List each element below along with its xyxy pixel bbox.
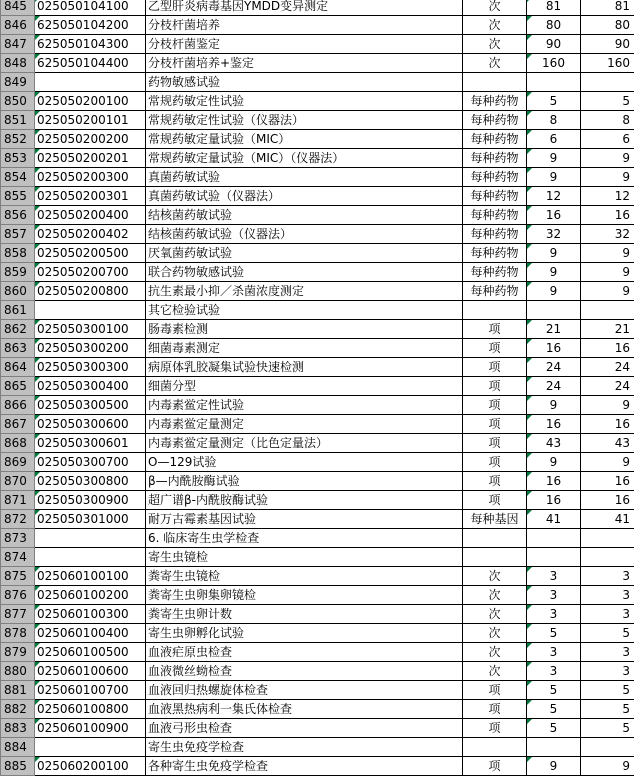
table-row (1, 434, 634, 453)
cell-code[interactable]: 025060100600 (35, 662, 146, 681)
table-row (1, 149, 634, 168)
cell-item-name[interactable]: 寄生虫免疫学检查 (146, 738, 463, 757)
table-row (1, 320, 634, 339)
cell-item-name[interactable]: 粪寄生虫镜检 (146, 567, 463, 586)
table-row (1, 738, 634, 757)
cell-unit[interactable]: 每种基因 (463, 510, 527, 529)
cell-unit[interactable]: 项 (463, 358, 527, 377)
cell-unit[interactable]: 次 (463, 624, 527, 643)
cell-unit[interactable]: 项 (463, 681, 527, 700)
table-body (1, 0, 634, 776)
table-row (1, 130, 634, 149)
cell-item-name[interactable]: 肠毒素检测 (146, 320, 463, 339)
row-header[interactable]: 854 (1, 168, 35, 187)
cell-price-1[interactable]: 160 (527, 54, 581, 73)
row-header[interactable]: 850 (1, 92, 35, 111)
table-row (1, 605, 634, 624)
row-header[interactable]: 883 (1, 719, 35, 738)
row-header[interactable]: 849 (1, 73, 35, 92)
cell-item-name[interactable]: 其它检验试验 (146, 301, 463, 320)
cell-unit[interactable]: 每种药物 (463, 244, 527, 263)
cell-unit[interactable] (463, 73, 527, 92)
cell-unit[interactable]: 次 (463, 0, 527, 16)
cell-item-name[interactable]: 粪寄生虫卵计数 (146, 605, 463, 624)
cell-code[interactable]: 025050301000 (35, 510, 146, 529)
cell-price-1[interactable]: 12 (527, 187, 581, 206)
cell-unit[interactable]: 每种药物 (463, 168, 527, 187)
cell-price-2[interactable]: 5 (581, 700, 634, 719)
cell-price-2[interactable]: 3 (581, 567, 634, 586)
cell-price-1[interactable]: 9 (527, 263, 581, 282)
cell-unit[interactable]: 每种药物 (463, 282, 527, 301)
cell-price-2[interactable]: 9 (581, 396, 634, 415)
cell-unit[interactable] (463, 548, 527, 567)
cell-code[interactable]: 025050200300 (35, 168, 146, 187)
cell-price-1[interactable]: 80 (527, 16, 581, 35)
cell-code[interactable]: 025050200500 (35, 244, 146, 263)
cell-item-name[interactable]: 血液微丝蚴检查 (146, 662, 463, 681)
cell-unit[interactable]: 次 (463, 643, 527, 662)
cell-unit[interactable]: 项 (463, 415, 527, 434)
cell-price-1[interactable]: 9 (527, 396, 581, 415)
row-header[interactable]: 853 (1, 149, 35, 168)
table-row (1, 377, 634, 396)
table-row (1, 643, 634, 662)
cell-unit[interactable]: 次 (463, 54, 527, 73)
cell-price-2[interactable]: 5 (581, 624, 634, 643)
cell-unit[interactable]: 每种药物 (463, 263, 527, 282)
row-header[interactable]: 874 (1, 548, 35, 567)
cell-unit[interactable]: 每种药物 (463, 92, 527, 111)
cell-code[interactable] (35, 529, 146, 548)
cell-unit[interactable]: 项 (463, 377, 527, 396)
table-row (1, 54, 634, 73)
cell-unit[interactable] (463, 301, 527, 320)
table-row (1, 111, 634, 130)
cell-price-1[interactable]: 5 (527, 92, 581, 111)
cell-item-name[interactable]: 超广谱β-内酰胺酶试验 (146, 491, 463, 510)
cell-item-name[interactable]: 内毒素鲎定性试验 (146, 396, 463, 415)
cell-price-1[interactable]: 21 (527, 320, 581, 339)
cell-price-2[interactable] (581, 301, 634, 320)
cell-price-1[interactable]: 9 (527, 244, 581, 263)
cell-item-name[interactable]: 常规药敏定量试验（MIC）（仪器法） (146, 149, 463, 168)
table-row (1, 16, 634, 35)
cell-price-2[interactable]: 9 (581, 149, 634, 168)
cell-item-name[interactable]: 厌氧菌药敏试验 (146, 244, 463, 263)
cell-price-2[interactable]: 81 (581, 0, 634, 16)
cell-price-2[interactable]: 16 (581, 472, 634, 491)
row-header[interactable]: 867 (1, 415, 35, 434)
cell-code[interactable] (35, 738, 146, 757)
cell-item-name[interactable]: 寄生虫卵孵化试验 (146, 624, 463, 643)
cell-code[interactable]: 025060100400 (35, 624, 146, 643)
cell-item-name[interactable]: 结核菌药敏试验 (146, 206, 463, 225)
cell-price-2[interactable]: 5 (581, 719, 634, 738)
cell-price-2[interactable]: 21 (581, 320, 634, 339)
row-header[interactable]: 860 (1, 282, 35, 301)
cell-price-2[interactable]: 16 (581, 206, 634, 225)
cell-price-2[interactable]: 9 (581, 244, 634, 263)
cell-code[interactable]: 025050300300 (35, 358, 146, 377)
row-header[interactable]: 852 (1, 130, 35, 149)
row-header[interactable]: 857 (1, 225, 35, 244)
table-row (1, 35, 634, 54)
cell-item-name[interactable]: 内毒素鲎定量测定（比色定量法） (146, 434, 463, 453)
row-header[interactable]: 845 (1, 0, 35, 16)
cell-price-1[interactable]: 3 (527, 643, 581, 662)
cell-unit[interactable]: 每种药物 (463, 149, 527, 168)
cell-price-1[interactable]: 8 (527, 111, 581, 130)
table-row (1, 339, 634, 358)
cell-price-1[interactable]: 16 (527, 206, 581, 225)
row-header[interactable]: 856 (1, 206, 35, 225)
cell-code[interactable]: 025050300601 (35, 434, 146, 453)
cell-code[interactable]: 025060100200 (35, 586, 146, 605)
cell-unit[interactable]: 项 (463, 396, 527, 415)
cell-code[interactable]: 025050200200 (35, 130, 146, 149)
cell-price-1[interactable]: 41 (527, 510, 581, 529)
cell-price-2[interactable] (581, 738, 634, 757)
cell-code[interactable]: 025050300100 (35, 320, 146, 339)
cell-item-name[interactable]: 联合药物敏感试验 (146, 263, 463, 282)
cell-price-2[interactable]: 160 (581, 54, 634, 73)
cell-item-name[interactable]: 分枝杆菌培养 (146, 16, 463, 35)
cell-price-1[interactable] (527, 73, 581, 92)
cell-code[interactable]: 625050104300 (35, 35, 146, 54)
cell-unit[interactable] (463, 529, 527, 548)
cell-unit[interactable]: 项 (463, 472, 527, 491)
table-row (1, 453, 634, 472)
cell-price-2[interactable]: 16 (581, 415, 634, 434)
cell-item-name[interactable]: 乙型肝炎病毒基因YMDD变异测定 (146, 0, 463, 16)
cell-item-name[interactable]: 血液弓形虫检查 (146, 719, 463, 738)
cell-price-2[interactable]: 80 (581, 16, 634, 35)
cell-code[interactable]: 025050200201 (35, 149, 146, 168)
cell-item-name[interactable]: 各种寄生虫免疫学检查 (146, 757, 463, 776)
cell-code[interactable]: 025050200402 (35, 225, 146, 244)
table-row (1, 719, 634, 738)
cell-price-2[interactable] (581, 548, 634, 567)
row-header[interactable]: 871 (1, 491, 35, 510)
cell-unit[interactable]: 每种药物 (463, 187, 527, 206)
cell-unit[interactable]: 每种药物 (463, 111, 527, 130)
cell-price-2[interactable]: 6 (581, 130, 634, 149)
cell-unit[interactable]: 次 (463, 605, 527, 624)
table-row (1, 263, 634, 282)
cell-price-1[interactable] (527, 738, 581, 757)
cell-unit[interactable]: 项 (463, 453, 527, 472)
cell-price-1[interactable]: 24 (527, 358, 581, 377)
cell-price-1[interactable]: 3 (527, 567, 581, 586)
cell-price-2[interactable]: 16 (581, 339, 634, 358)
cell-code[interactable]: 025050300600 (35, 415, 146, 434)
row-header[interactable]: 851 (1, 111, 35, 130)
row-header[interactable]: 884 (1, 738, 35, 757)
cell-code[interactable]: 025060100300 (35, 605, 146, 624)
cell-price-2[interactable]: 9 (581, 757, 634, 776)
cell-price-1[interactable]: 9 (527, 282, 581, 301)
cell-item-name[interactable]: 血液回归热螺旋体检查 (146, 681, 463, 700)
cell-unit[interactable]: 次 (463, 586, 527, 605)
cell-price-2[interactable] (581, 529, 634, 548)
cell-item-name[interactable]: 结核菌药敏试验（仪器法） (146, 225, 463, 244)
row-header[interactable]: 873 (1, 529, 35, 548)
cell-price-2[interactable]: 3 (581, 643, 634, 662)
row-header[interactable]: 882 (1, 700, 35, 719)
cell-unit[interactable]: 次 (463, 662, 527, 681)
cell-price-2[interactable]: 90 (581, 35, 634, 54)
table-row (1, 586, 634, 605)
cell-item-name[interactable]: 细菌毒素测定 (146, 339, 463, 358)
table-row (1, 282, 634, 301)
row-header[interactable]: 869 (1, 453, 35, 472)
cell-price-1[interactable]: 16 (527, 491, 581, 510)
table-row (1, 529, 634, 548)
cell-price-1[interactable]: 5 (527, 624, 581, 643)
table-row (1, 681, 634, 700)
table-row (1, 567, 634, 586)
row-header[interactable]: 863 (1, 339, 35, 358)
cell-price-1[interactable]: 3 (527, 605, 581, 624)
table-row (1, 510, 634, 529)
cell-item-name[interactable]: 细菌分型 (146, 377, 463, 396)
cell-code[interactable]: 025050300200 (35, 339, 146, 358)
cell-price-1[interactable]: 5 (527, 700, 581, 719)
row-header[interactable]: 878 (1, 624, 35, 643)
cell-unit[interactable]: 每种药物 (463, 225, 527, 244)
row-header[interactable]: 880 (1, 662, 35, 681)
cell-unit[interactable]: 项 (463, 757, 527, 776)
cell-code[interactable] (35, 548, 146, 567)
cell-item-name[interactable]: 6. 临床寄生虫学检查 (146, 529, 463, 548)
cell-item-name[interactable]: 分枝杆菌鉴定 (146, 35, 463, 54)
cell-code[interactable]: 025050200100 (35, 92, 146, 111)
cell-price-1[interactable]: 5 (527, 719, 581, 738)
row-header[interactable]: 855 (1, 187, 35, 206)
table-row (1, 415, 634, 434)
cell-item-name[interactable]: 耐万古霉素基因试验 (146, 510, 463, 529)
table-row (1, 0, 634, 16)
cell-item-name[interactable]: 常规药敏定量试验（MIC） (146, 130, 463, 149)
cell-price-1[interactable]: 16 (527, 472, 581, 491)
cell-item-name[interactable]: 寄生虫镜检 (146, 548, 463, 567)
cell-price-1[interactable]: 9 (527, 149, 581, 168)
cell-code[interactable]: 625050104200 (35, 16, 146, 35)
cell-price-1[interactable]: 3 (527, 586, 581, 605)
row-header[interactable]: 866 (1, 396, 35, 415)
row-header[interactable]: 858 (1, 244, 35, 263)
table-row (1, 187, 634, 206)
cell-item-name[interactable]: 真菌药敏试验 (146, 168, 463, 187)
cell-price-1[interactable] (527, 529, 581, 548)
cell-price-1[interactable]: 9 (527, 168, 581, 187)
row-header[interactable]: 881 (1, 681, 35, 700)
row-header[interactable]: 868 (1, 434, 35, 453)
cell-price-2[interactable]: 9 (581, 453, 634, 472)
row-header[interactable]: 846 (1, 16, 35, 35)
table-row (1, 700, 634, 719)
cell-price-2[interactable] (581, 73, 634, 92)
row-header[interactable]: 876 (1, 586, 35, 605)
table-row (1, 168, 634, 187)
cell-item-name[interactable]: 分枝杆菌培养+鉴定 (146, 54, 463, 73)
cell-unit[interactable]: 项 (463, 491, 527, 510)
cell-price-2[interactable]: 24 (581, 358, 634, 377)
cell-price-2[interactable]: 41 (581, 510, 634, 529)
cell-unit[interactable]: 每种药物 (463, 130, 527, 149)
row-header[interactable]: 877 (1, 605, 35, 624)
cell-code[interactable]: 025050300500 (35, 396, 146, 415)
cell-item-name[interactable]: 常规药敏定性试验 (146, 92, 463, 111)
cell-price-1[interactable]: 43 (527, 434, 581, 453)
cell-price-1[interactable] (527, 548, 581, 567)
cell-code[interactable]: 025050300900 (35, 491, 146, 510)
cell-unit[interactable]: 项 (463, 339, 527, 358)
cell-unit[interactable]: 项 (463, 320, 527, 339)
cell-code[interactable]: 025050200800 (35, 282, 146, 301)
table-row (1, 225, 634, 244)
cell-unit[interactable]: 次 (463, 35, 527, 54)
table-row (1, 92, 634, 111)
table-row (1, 358, 634, 377)
cell-price-2[interactable]: 8 (581, 111, 634, 130)
cell-code[interactable]: 025060200100 (35, 757, 146, 776)
cell-code[interactable] (35, 301, 146, 320)
row-header[interactable]: 862 (1, 320, 35, 339)
table-row (1, 206, 634, 225)
cell-item-name[interactable]: 粪寄生虫卵集卵镜检 (146, 586, 463, 605)
table-row (1, 73, 634, 92)
cell-price-2[interactable]: 3 (581, 662, 634, 681)
table-row (1, 662, 634, 681)
cell-code[interactable]: 025050300800 (35, 472, 146, 491)
cell-code[interactable]: 625050104400 (35, 54, 146, 73)
cell-price-1[interactable]: 5 (527, 681, 581, 700)
cell-code[interactable]: 025050104100 (35, 0, 146, 16)
cell-price-1[interactable]: 24 (527, 377, 581, 396)
cell-code[interactable]: 025050200101 (35, 111, 146, 130)
cell-price-2[interactable]: 32 (581, 225, 634, 244)
cell-item-name[interactable]: 血液疟原虫检查 (146, 643, 463, 662)
cell-code[interactable]: 025050200700 (35, 263, 146, 282)
row-header[interactable]: 848 (1, 54, 35, 73)
cell-price-2[interactable]: 9 (581, 282, 634, 301)
cell-price-2[interactable]: 12 (581, 187, 634, 206)
cell-code[interactable]: 025060100500 (35, 643, 146, 662)
table-row (1, 244, 634, 263)
cell-code[interactable]: 025060100700 (35, 681, 146, 700)
row-header[interactable]: 875 (1, 567, 35, 586)
cell-item-name[interactable]: 药物敏感试验 (146, 73, 463, 92)
cell-unit[interactable]: 次 (463, 567, 527, 586)
cell-price-1[interactable]: 16 (527, 415, 581, 434)
cell-unit[interactable]: 项 (463, 434, 527, 453)
cell-code[interactable] (35, 73, 146, 92)
cell-price-1[interactable]: 81 (527, 0, 581, 16)
cell-code[interactable]: 025050300700 (35, 453, 146, 472)
cell-price-1[interactable]: 6 (527, 130, 581, 149)
cell-price-2[interactable]: 5 (581, 681, 634, 700)
cell-unit[interactable]: 项 (463, 700, 527, 719)
cell-price-2[interactable]: 9 (581, 168, 634, 187)
cell-price-1[interactable]: 32 (527, 225, 581, 244)
row-header[interactable]: 872 (1, 510, 35, 529)
cell-item-name[interactable]: 真菌药敏试验（仪器法） (146, 187, 463, 206)
cell-price-1[interactable]: 9 (527, 757, 581, 776)
cell-code[interactable]: 025050200400 (35, 206, 146, 225)
cell-code[interactable]: 025060100900 (35, 719, 146, 738)
row-header[interactable]: 879 (1, 643, 35, 662)
table-row (1, 301, 634, 320)
cell-item-name[interactable]: 抗生素最小抑／杀菌浓度测定 (146, 282, 463, 301)
cell-price-1[interactable] (527, 301, 581, 320)
cell-price-2[interactable]: 16 (581, 491, 634, 510)
cell-price-1[interactable]: 9 (527, 453, 581, 472)
cell-unit[interactable]: 次 (463, 16, 527, 35)
cell-price-2[interactable]: 3 (581, 586, 634, 605)
table-row (1, 396, 634, 415)
cell-code[interactable]: 025050300400 (35, 377, 146, 396)
cell-price-1[interactable]: 90 (527, 35, 581, 54)
cell-code[interactable]: 025060100800 (35, 700, 146, 719)
row-header[interactable]: 861 (1, 301, 35, 320)
cell-item-name[interactable]: 血液黑热病利一集氏体检查 (146, 700, 463, 719)
cell-price-2[interactable]: 5 (581, 92, 634, 111)
cell-price-2[interactable]: 3 (581, 605, 634, 624)
table-row (1, 548, 634, 567)
cell-price-2[interactable]: 24 (581, 377, 634, 396)
cell-item-name[interactable]: 病原体乳胶凝集试验快速检测 (146, 358, 463, 377)
cell-unit[interactable]: 项 (463, 719, 527, 738)
cell-price-2[interactable]: 9 (581, 263, 634, 282)
table-row (1, 491, 634, 510)
table-row (1, 472, 634, 491)
row-header[interactable]: 859 (1, 263, 35, 282)
cell-price-1[interactable]: 16 (527, 339, 581, 358)
row-header[interactable]: 864 (1, 358, 35, 377)
cell-price-1[interactable]: 3 (527, 662, 581, 681)
row-header[interactable]: 870 (1, 472, 35, 491)
row-header[interactable]: 885 (1, 757, 35, 776)
cell-item-name[interactable]: β—内酰胺酶试验 (146, 472, 463, 491)
cell-code[interactable]: 025050200301 (35, 187, 146, 206)
row-header[interactable]: 865 (1, 377, 35, 396)
cell-code[interactable]: 025060100100 (35, 567, 146, 586)
cell-unit[interactable] (463, 738, 527, 757)
cell-item-name[interactable]: O—129试验 (146, 453, 463, 472)
cell-item-name[interactable]: 内毒素鲎定量测定 (146, 415, 463, 434)
table-row (1, 757, 634, 776)
cell-unit[interactable]: 每种药物 (463, 206, 527, 225)
cell-price-2[interactable]: 43 (581, 434, 634, 453)
table-row (1, 624, 634, 643)
cell-item-name[interactable]: 常规药敏定性试验（仪器法） (146, 111, 463, 130)
row-header[interactable]: 847 (1, 35, 35, 54)
